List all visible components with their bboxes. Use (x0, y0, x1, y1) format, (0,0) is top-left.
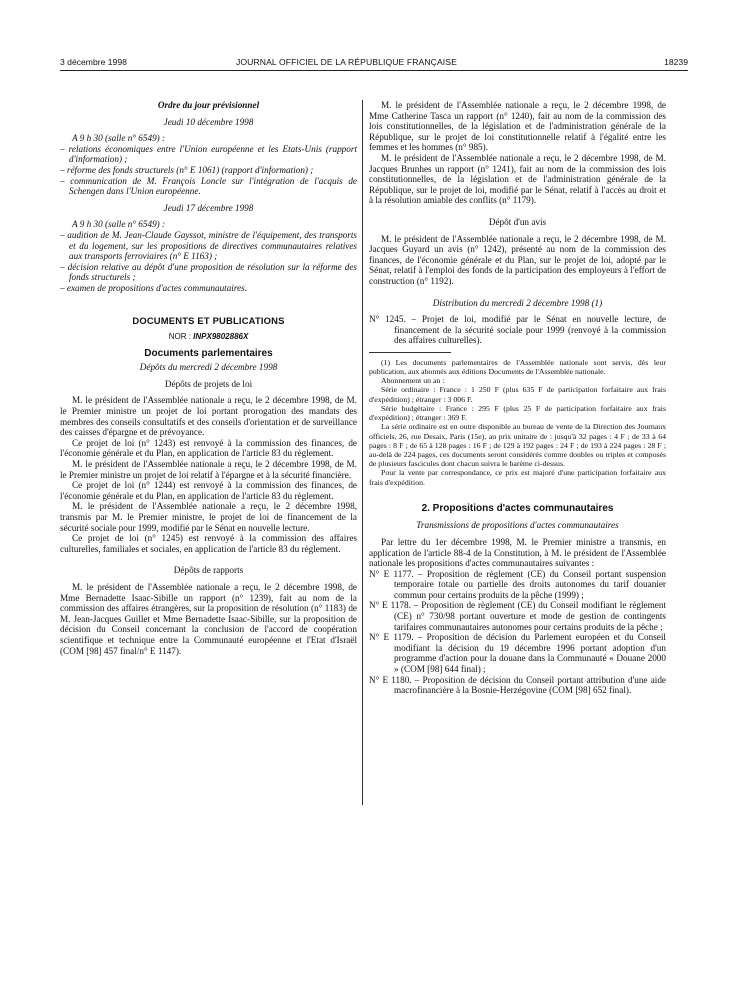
footnote-text: Abonnement un an : (381, 376, 445, 386)
agenda-item: – relations économiques entre l'Union européenne et les Etats-Unis (rapport d'information) ; (60, 143, 357, 165)
depots-projets-heading: Dépôts de projets de loi (164, 378, 253, 389)
right-column (369, 100, 666, 696)
distribution-heading: Distribution du mercredi 2 décembre 1998 (1) (432, 297, 603, 308)
footnote-rule (369, 352, 451, 353)
proposal-item: N° E 1178. – Proposition de règlement (CE) du Conseil modifiant le règlement (CE) n° 730/98 portant ouverture et mode de gestion de contingents tarifaires communautaires autonomes pour certains produits de la pêche ; (369, 600, 666, 632)
footnote-text: Série budgétaire : France : 295 F (plus 25 F de participation forfaitaire aux frais d'expédition) ; étranger : 369 F. (369, 403, 666, 423)
body-paragraph: Ce projet de loi (n° 1245) est renvoyé à la commission des affaires culturelles, familiales et sociales, en application de l'article 83 du règlement. (60, 533, 357, 554)
agenda-item: – décision relative au dépôt d'une proposition de résolution sur la réforme des fonds structurels ; (60, 261, 357, 283)
date-jeudi-17: Jeudi 17 décembre 1998 (163, 202, 254, 213)
session-time-1: A 9 h 30 (salle n° 6549) : (72, 133, 166, 144)
nor-reference (60, 332, 357, 343)
body-paragraph: M. le président de l'Assemblée nationale a reçu, le 2 décembre 1998, de M. Jacques Brunhes un rapport (n° 1241), fait au nom de la commission des lois constitutionnelles, de la législation et de l'administration générale de la République, sur le projet de loi, modifié par le Sénat, relatif à l'accès au droit et à la résolution amiable des conflits (n° 1179). (369, 152, 666, 206)
nor-value: INPX9802886X (193, 332, 249, 342)
page-number: 18239 (664, 57, 688, 67)
date-jeudi-10: Jeudi 10 décembre 1998 (163, 116, 254, 127)
agenda-item: – examen de propositions d'actes communautaires. (60, 282, 248, 293)
body-paragraph: M. le président de l'Assemblée nationale a reçu, le 2 décembre 1998, de M. Jacques Guyard un avis (n° 1242), présenté au nom de la commission des finances, de l'économie générale et du Plan, sur le projet de loi, adopté par le Sénat, relatif à l'emploi des fonds de la participation des employeurs à l'effort de construction (n° 1192). (369, 233, 666, 286)
documents-parlementaires-title: Documents parlementaires (144, 347, 273, 359)
session-time-2: A 9 h 30 (salle n° 6549) : (72, 219, 166, 230)
nor-label: NOR : (168, 332, 191, 342)
distribution-item: N° 1245. – Projet de loi, modifié par le Sénat en nouvelle lecture, de financement de la sécurité sociale pour 1999 (renvoyé à la commission des affaires culturelles). (369, 314, 666, 346)
proposal-item: N° E 1177. – Proposition de règlement (CE) du Conseil portant suspension temporaire totale ou partielle des droits autonomes du tarif douanier commun pour certains produits de la pêche (1999) ; (369, 568, 666, 600)
documents-publications-title: DOCUMENTS ET PUBLICATIONS (132, 314, 285, 326)
footnote (369, 358, 666, 487)
body-paragraph: Ce projet de loi (n° 1244) est renvoyé à la commission des finances, de l'économie générale et du Plan, en application de l'article 83 du règlement. (60, 480, 357, 501)
footnote-text: La série ordinaire est en outre disponible au bureau de vente de la Direction des Journaux officiels, 26, rue Desaix, Paris (15e), au prix unitaire de : jusqu'à 32 pages : 4 F ; de 33 à 64 pages : 8 F ; de 65 à 128 pages : 16 F ; de 129 à 192 pages : 24 F ; de 193 à 224 pages : 28 F ; au-delà de 224 pages, ces documents seront considérés comme doubles ou triples et composés de plusieurs fascicules dont chacun suivra le barème ci-dessus. (369, 422, 666, 469)
ordre-title: Ordre du jour prévisionnel (157, 100, 260, 110)
transmissions-heading: Transmissions de propositions d'actes communautaires (416, 520, 619, 531)
body-paragraph: M. le président de l'Assemblée nationale a reçu, le 2 décembre 1998, de M. le Premier ministre un projet de loi relatif à l'épargne et à la sécurité financière. (60, 459, 357, 480)
body-paragraph: M. le président de l'Assemblée nationale a reçu, le 2 décembre 1998, de Mme Catherine Tasca un rapport (n° 1240), fait au nom de la commission des lois constitutionnelles, de la législation et de l'administration générale de la République, sur le projet de loi constitutionnelle relatif à l'égalité entre les femmes et les hommes (n° 985). (369, 100, 666, 153)
footnote-text: (1) Les documents parlementaires de l'Assemblée nationale sont servis, dès leur publication, aux abonnés aux éditions Documents de l'Assemblée nationale. (369, 357, 666, 377)
journal-title: JOURNAL OFFICIEL DE LA RÉPUBLIQUE FRANÇAISE (236, 57, 457, 67)
column-separator (362, 100, 363, 805)
body-paragraph: M. le président de l'Assemblée nationale a reçu, le 2 décembre 1998, transmis par M. le Premier ministre, le projet de loi de financement de la sécurité sociale pour 1999, modifié par le Sénat en nouvelle lecture. (60, 501, 357, 533)
footnote-text: Série ordinaire : France : 1 250 F (plus 635 F de participation forfaitaire aux frais d'expédition) ; étranger : 3 006 F. (369, 385, 666, 404)
depots-rapports-heading: Dépôts de rapports (173, 565, 244, 576)
depots-date: Dépôts du mercredi 2 décembre 1998 (139, 362, 278, 373)
header-rule (60, 70, 688, 71)
depot-avis-heading: Dépôt d'un avis (488, 216, 547, 227)
propositions-title: 2. Propositions d'actes communautaires (421, 502, 614, 514)
footnote-text: Pour la vente par correspondance, ce prix est majoré d'une participation forfaitaire aux frais d'expédition. (369, 468, 666, 487)
agenda-item: – audition de M. Jean-Claude Gayssot, ministre de l'équipement, des transports et du logement, sur les propositions de directives communautaires relatives aux transports ferroviaires (n° E 1163) ; (60, 229, 357, 262)
proposal-item: N° E 1179. – Proposition de décision du Parlement européen et du Conseil modifiant la décision du 19 décembre 1996 portant adoption d'un programme d'action pour la douane dans la Communauté « Douane 2000 » (COM [98] 644 final) ; (369, 632, 666, 675)
proposal-item: N° E 1180. – Proposition de décision du Conseil portant attribution d'une aide macrofinancière à la Bosnie-Herzégovine (COM [98] 652 final). (369, 674, 666, 696)
agenda-item: – réforme des fonds structurels (n° E 1061) (rapport d'information) ; (60, 164, 314, 175)
agenda-item: – communication de M. François Loncle sur l'intégration de l'acquis de Schengen dans l'Union européenne. (60, 175, 357, 197)
left-column (60, 100, 357, 656)
body-paragraph: Par lettre du 1er décembre 1998, M. le Premier ministre a transmis, en application de l'article 88-4 de la Constitution, à M. le président de l'Assemblée nationale les propositions d'actes communautaires suivantes : (369, 536, 666, 569)
body-paragraph: Ce projet de loi (n° 1243) est renvoyé à la commission des finances, de l'économie générale et du Plan, en application de l'article 83 du règlement. (60, 437, 357, 459)
header-date: 3 décembre 1998 (60, 57, 127, 67)
body-paragraph: M. le président de l'Assemblée nationale a reçu, le 2 décembre 1998, de Mme Bernadette Isaac-Sibille un rapport (n° 1239), fait au nom de la commission des affaires étrangères, sur la proposition de résolution (n° 1183) de M. Jean-Jacques Guillet et Mme Bernadette Isaac-Sibille, sur la proposition de décision du Conseil concernant la conclusion de l'accord de coopération scientifique et technique entre la Communauté européenne et l'Etat d'Israël (COM [98] 457 final/n° E 1147). (60, 581, 357, 656)
page-header (60, 57, 688, 69)
body-paragraph: M. le président de l'Assemblée nationale a reçu, le 2 décembre 1998, de M. le Premier ministre un projet de loi portant prorogation des mandats des membres des conseils consultatifs et des conseils d'orientation et de surveillance des caisses d'épargne et de prévoyance. (60, 395, 357, 438)
